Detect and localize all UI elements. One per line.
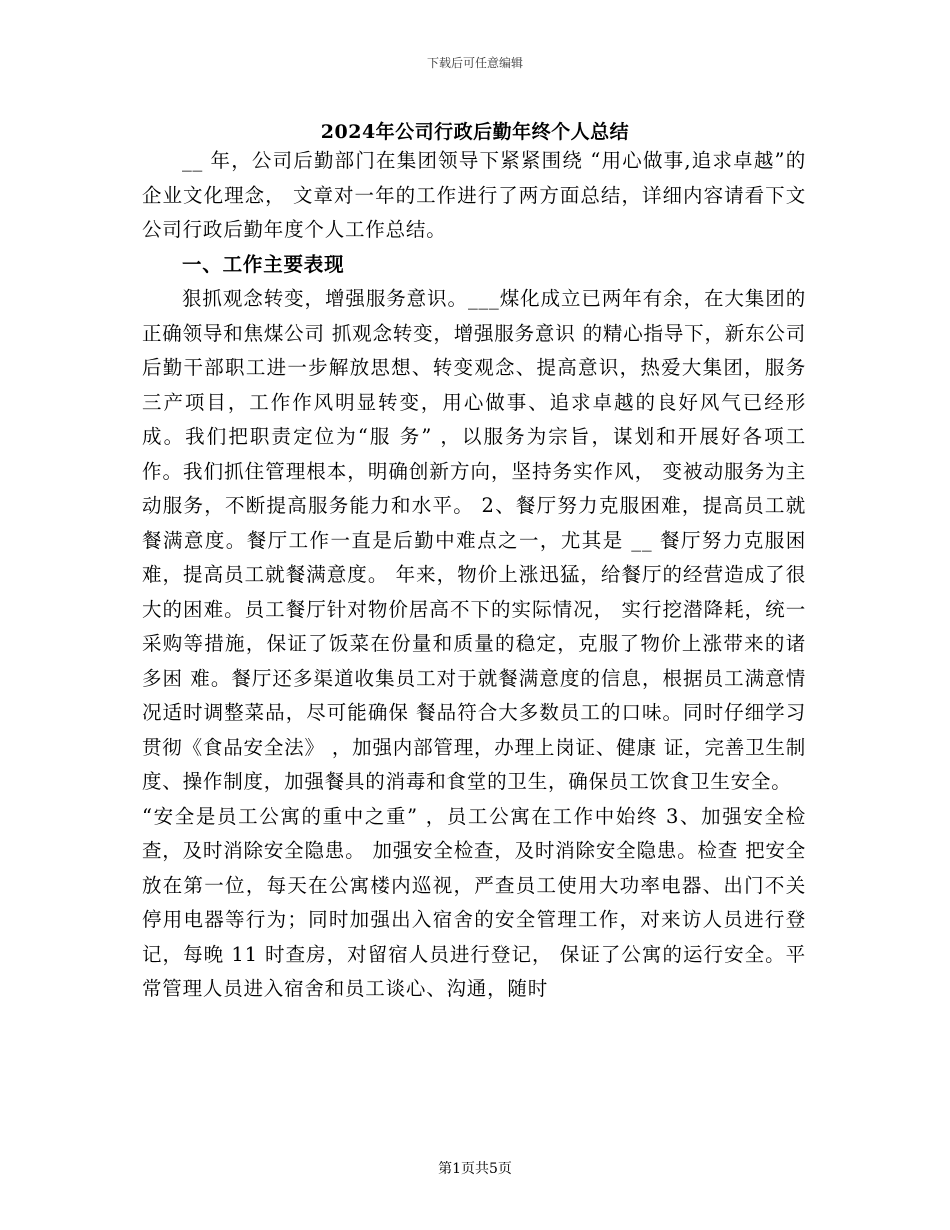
document-body — [142, 144, 806, 1007]
document-title: 2024年公司行政后勤年终个人总结 — [320, 121, 630, 143]
header-note: 下载后可任意编辑 — [426, 56, 523, 70]
section-heading: 一、工作主要表现 — [182, 252, 345, 276]
body-paragraph: “安全是员工公寓的重中之重” ，员工公寓在工作中始终 3、加强安全检查，及时消除安全隐患。 加强安全检查，及时消除安全隐患。检查 把安全放在第一位，每天在公寓楼内巡视，严查员工使用大功率电器、出门不关停用电器等行为；同时加强出入宿舍的安全管理工作，对来访人员进行登记，每晚 11 时查房，对留宿人员进行登记， 保证了公寓的运行安全。平常管理人员进入宿舍和员工谈心、沟通，随时 — [142, 804, 806, 1000]
page-number: 第1页共5页 — [438, 1161, 512, 1177]
body-paragraph: 狠抓观念转变，增强服务意识。___煤化成立已两年有余，在大集团的正确领导和焦煤公司 抓观念转变，增强服务意识 的精心指导下，新东公司后勤干部职工进一步解放思想、转变观念、提高意识，热爱大集团，服务 三产项目，工作作风明显转变，用心做事、追求卓越的良好风气已经形成。我们把职责定位为“服 务” ，以服务为宗旨，谋划和开展好各项工作。我们抓住管理根本，明确创新方向，坚持务实作风， 变被动服务为主动服务，不断提高服务能力和水平。 2、餐厅努力克服困难，提高员工就餐满意度。餐厅工作一直是后勤中难点之一，尤其是 __ 餐厅努力克服困难，提高员工就餐满意度。 年来，物价上涨迅猛，给餐厅的经营造成了很大的困难。员工餐厅针对物价居高不下的实际情况， 实行挖潜降耗，统一采购等措施，保证了饭菜在份量和质量的稳定，克服了物价上涨带来的诸多困 难。餐厅还多渠道收集员工对于就餐满意度的信息，根据员工满意情况适时调整菜品，尽可能确保 餐品符合大多数员工的口味。同时仔细学习贯彻《食品安全法》 ，加强内部管理，办理上岗证、健康 证，完善卫生制度、操作制度，加强餐具的消毒和食堂的卫生，确保员工饮食卫生安全。 — [142, 287, 806, 793]
intro-paragraph: __ 年，公司后勤部门在集团领导下紧紧围绕 “用心做事,追求卓越”的企业文化理念， 文章对一年的工作进行了两方面总结，详细内容请看下文公司行政后勤年度个人工作总结。 — [142, 149, 806, 241]
